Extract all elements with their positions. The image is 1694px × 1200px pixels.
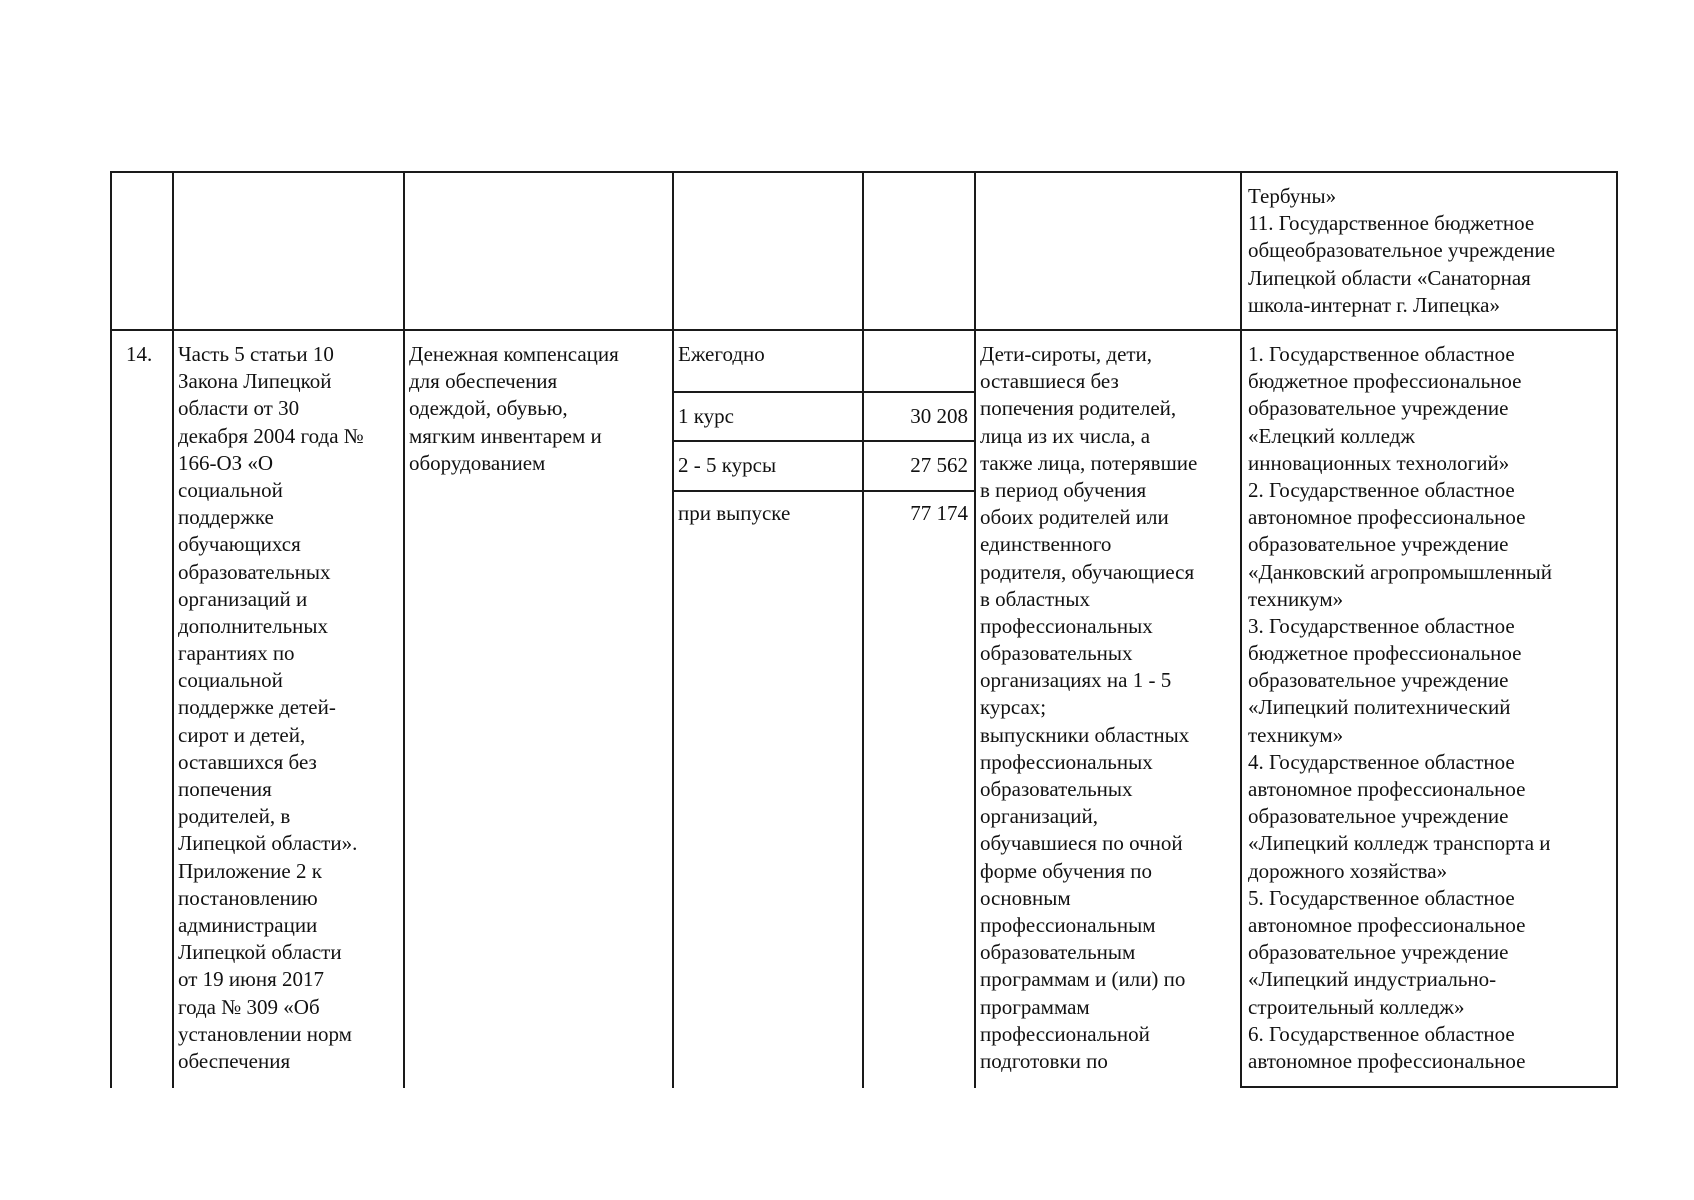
row-divider xyxy=(110,329,1618,331)
text-line: поддержке детей- xyxy=(178,695,336,720)
text-line: социальной xyxy=(178,668,283,693)
text-line: оставшиеся без xyxy=(980,369,1119,394)
column-divider-2 xyxy=(403,171,405,1088)
text-line: 3. Государственное областное xyxy=(1248,613,1515,638)
text-line: образовательное учреждение xyxy=(1248,668,1509,693)
text-line: профессиональных xyxy=(980,749,1153,774)
text-line: образовательное учреждение xyxy=(1248,396,1509,421)
column-divider-1 xyxy=(172,171,174,1088)
text-line: 11. Государственное бюджетное xyxy=(1248,211,1535,236)
text-line: программам xyxy=(980,994,1090,1019)
text-line: автономное профессиональное xyxy=(1248,912,1526,937)
payment-amount-1: 30 208 xyxy=(910,404,968,428)
text-line: Приложение 2 к xyxy=(178,858,322,883)
payment-amount-3: 77 174 xyxy=(910,501,968,525)
organizations-cell xyxy=(1248,341,1552,1075)
text-line: попечения родителей, xyxy=(980,396,1177,421)
text-line: Липецкой области xyxy=(178,940,342,965)
text-line: Дети-сироты, дети, xyxy=(980,342,1153,366)
text-line: 5. Государственное областное xyxy=(1248,885,1515,910)
text-line: Тербуны» xyxy=(1248,184,1337,208)
text-line: «Липецкий политехнический xyxy=(1248,695,1511,720)
text-line: выпускники областных xyxy=(980,722,1190,747)
text-line: «Данковский агропромышленный xyxy=(1248,559,1553,584)
text-line: от 19 июня 2017 xyxy=(178,967,324,992)
text-line: администрации xyxy=(178,912,318,937)
measure-line: одеждой, обувью, xyxy=(409,396,568,421)
text-line: Липецкой области». xyxy=(178,831,358,856)
text-line: профессиональных xyxy=(980,613,1153,638)
text-line: обоих родителей или xyxy=(980,505,1169,530)
text-line: образовательное учреждение xyxy=(1248,940,1509,965)
text-line: обучавшиеся по очной xyxy=(980,831,1183,856)
text-line: гарантиях по xyxy=(178,641,295,666)
text-line: Липецкой области «Санаторная xyxy=(1248,265,1531,290)
text-line: «Елецкий колледж xyxy=(1248,423,1415,448)
text-line: оставшихся без xyxy=(178,749,317,774)
payment-divider-3 xyxy=(672,490,976,492)
text-line: организациях на 1 - 5 xyxy=(980,668,1172,693)
recipients-cell xyxy=(980,341,1197,1075)
text-line: в период обучения xyxy=(980,477,1147,502)
text-line: Часть 5 статьи 10 xyxy=(178,342,334,366)
text-line: обеспечения xyxy=(178,1048,291,1073)
payment-divider-1 xyxy=(672,391,976,393)
text-line: образовательным xyxy=(980,940,1136,965)
text-line: в областных xyxy=(980,586,1090,611)
column-divider-4 xyxy=(862,171,864,1088)
payment-label-1: 1 курс xyxy=(678,404,734,428)
text-line: социальной xyxy=(178,477,283,502)
table-left-border xyxy=(110,171,112,1088)
text-line: декабря 2004 года № xyxy=(178,423,364,448)
text-line: 166-ОЗ «О xyxy=(178,450,274,475)
text-line: программам и (или) по xyxy=(980,967,1186,992)
text-line: попечения xyxy=(178,777,272,801)
payment-label-2: 2 - 5 курсы xyxy=(678,453,777,477)
text-line: основным xyxy=(980,885,1071,910)
text-line: дорожного хозяйства» xyxy=(1248,858,1448,883)
text-line: 4. Государственное областное xyxy=(1248,749,1515,774)
text-line: техникум» xyxy=(1248,722,1344,747)
text-line: поддержке xyxy=(178,505,274,530)
column-divider-5 xyxy=(974,171,976,1088)
text-line: образовательное учреждение xyxy=(1248,804,1509,829)
column-divider-3 xyxy=(672,171,674,1088)
text-line: бюджетное профессиональное xyxy=(1248,369,1522,394)
text-line: родителей, в xyxy=(178,804,291,829)
text-line: автономное профессиональное xyxy=(1248,777,1526,801)
text-line: единственного xyxy=(980,532,1112,557)
text-line: курсах; xyxy=(980,695,1047,720)
text-line: постановлению xyxy=(178,885,318,910)
text-line: инновационных технологий» xyxy=(1248,450,1510,475)
text-line: обучающихся xyxy=(178,532,301,557)
text-line: Закона Липецкой xyxy=(178,369,332,394)
text-line: «Липецкий индустриально- xyxy=(1248,967,1497,992)
text-line: сирот и детей, xyxy=(178,722,306,747)
measure-line: Денежная компенсация xyxy=(409,342,619,366)
payment-label-3: при выпуске xyxy=(678,501,791,525)
payment-divider-2 xyxy=(672,440,976,442)
legal-basis-cell xyxy=(178,341,364,1075)
text-line: организаций, xyxy=(980,804,1098,829)
measure-line: оборудованием xyxy=(409,450,546,475)
text-line: автономное профессиональное xyxy=(1248,505,1526,530)
text-line: 6. Государственное областное xyxy=(1248,1021,1515,1046)
text-line: строительный колледж» xyxy=(1248,994,1465,1019)
text-line: «Липецкий колледж транспорта и xyxy=(1248,831,1551,856)
measure-line: для обеспечения xyxy=(409,369,558,394)
frequency-cell: Ежегодно xyxy=(678,342,765,366)
text-line: бюджетное профессиональное xyxy=(1248,641,1522,666)
payment-amount-2: 27 562 xyxy=(910,453,968,477)
text-line: области от 30 xyxy=(178,396,300,421)
measure-line: мягким инвентарем и xyxy=(409,423,602,448)
table-right-border xyxy=(1616,171,1618,1088)
text-line: образовательное учреждение xyxy=(1248,532,1509,557)
text-line: подготовки по xyxy=(980,1048,1108,1073)
text-line: техникум» xyxy=(1248,586,1344,611)
text-line: дополнительных xyxy=(178,613,329,638)
text-line: образовательных xyxy=(178,559,331,584)
text-line: 1. Государственное областное xyxy=(1248,342,1515,366)
text-line: также лица, потерявшие xyxy=(980,450,1198,475)
row-number: 14. xyxy=(126,342,153,366)
text-line: профессиональной xyxy=(980,1021,1150,1046)
text-line: установлении норм xyxy=(178,1021,352,1046)
top-row-organizations xyxy=(1248,183,1555,319)
organizations-cell-bottom xyxy=(1240,1086,1618,1088)
text-line: форме обучения по xyxy=(980,858,1153,883)
text-line: организаций и xyxy=(178,586,308,611)
text-line: общеобразовательное учреждение xyxy=(1248,238,1556,263)
text-line: года № 309 «Об xyxy=(178,994,320,1019)
text-line: образовательных xyxy=(980,641,1133,666)
text-line: школа-интернат г. Липецка» xyxy=(1248,292,1500,317)
text-line: родителя, обучающиеся xyxy=(980,559,1195,584)
text-line: лица из их числа, а xyxy=(980,423,1151,448)
column-divider-6 xyxy=(1240,171,1242,1088)
text-line: образовательных xyxy=(980,777,1133,801)
measure-cell xyxy=(409,341,666,477)
text-line: профессиональным xyxy=(980,912,1156,937)
text-line: 2. Государственное областное xyxy=(1248,477,1515,502)
text-line: автономное профессиональное xyxy=(1248,1048,1526,1073)
table-top-border xyxy=(110,171,1618,173)
